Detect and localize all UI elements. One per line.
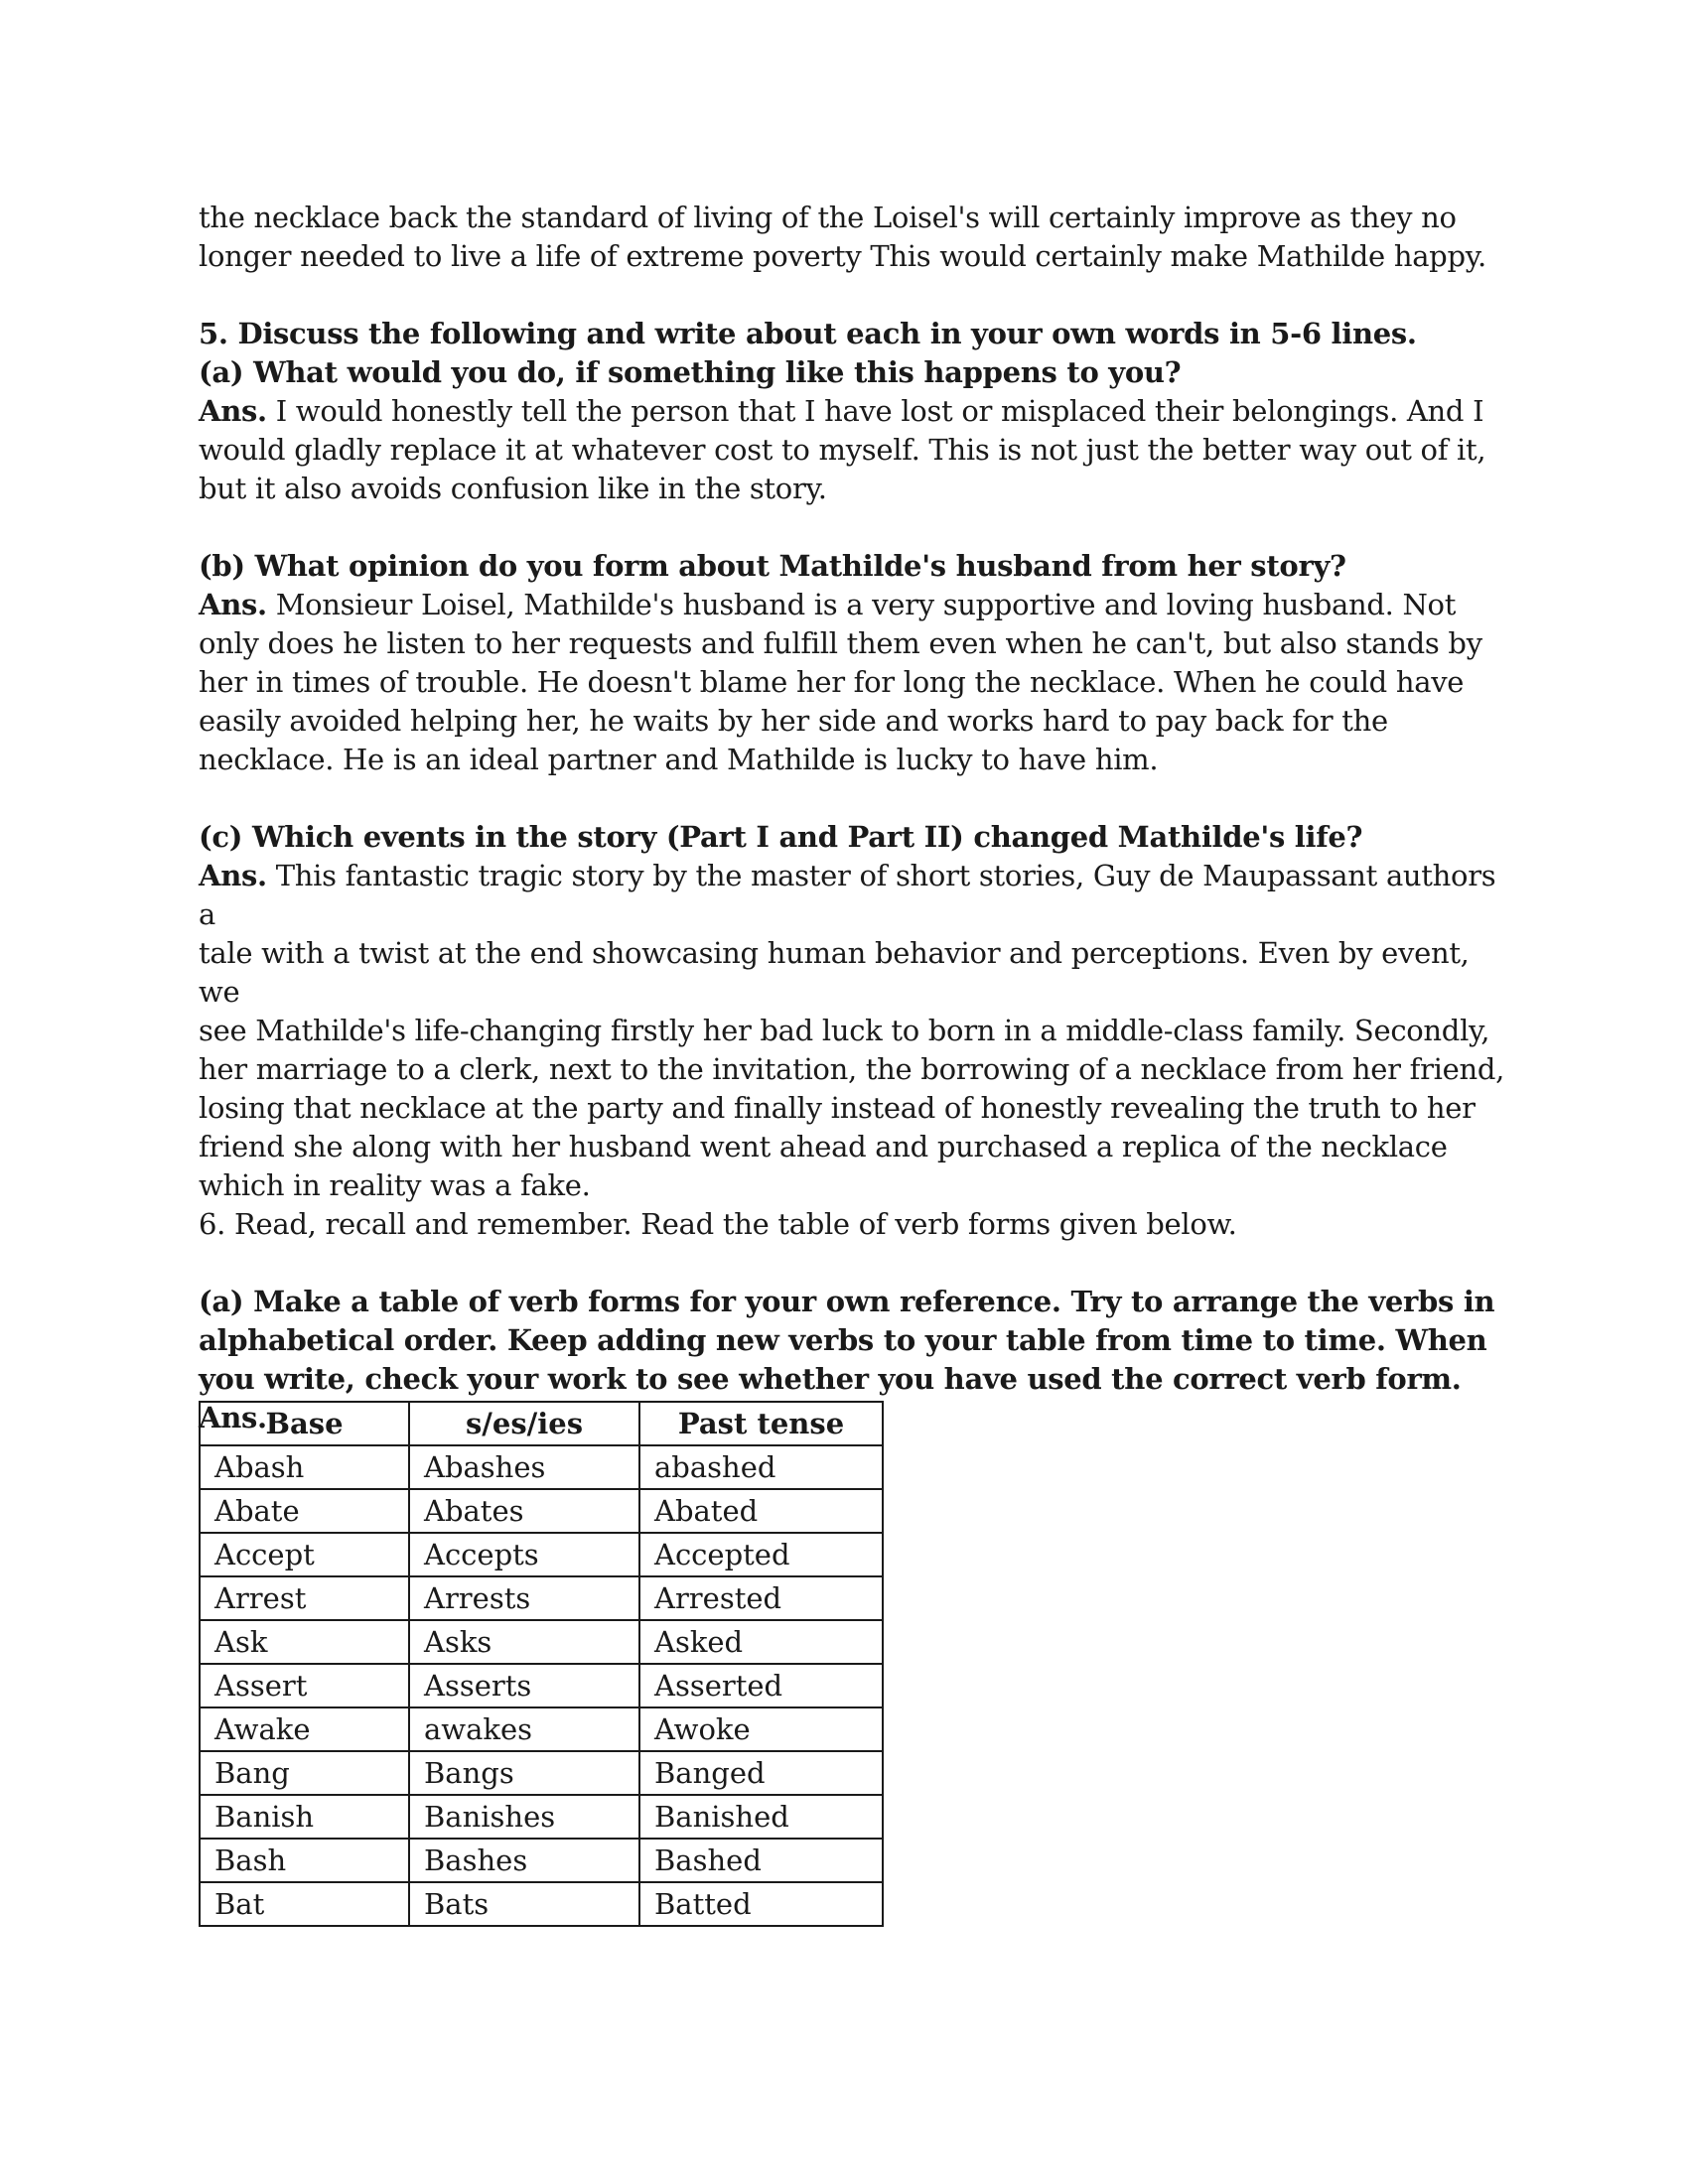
table-row	[200, 1533, 883, 1576]
cell-past-tense: Batted	[639, 1882, 883, 1926]
cell-past-tense: abashed	[639, 1445, 883, 1489]
table-row	[200, 1664, 883, 1707]
cell-s-es-ies: Bats	[409, 1882, 639, 1926]
cell-s-es-ies: awakes	[409, 1707, 639, 1751]
q5a-answer-line: but it also avoids confusion like in the story.	[199, 472, 827, 505]
document-page	[199, 199, 1509, 1437]
q5b-answer-line: her in times of trouble. He doesn't blame her for long the necklace. When he could have	[199, 665, 1465, 699]
cell-s-es-ies: Abates	[409, 1489, 639, 1533]
table-row	[200, 1620, 883, 1664]
cell-past-tense: Abated	[639, 1489, 883, 1533]
q5c-answer-line	[199, 857, 1509, 934]
q5c-answer-line: losing that necklace at the party and finally instead of honestly revealing the truth to her	[199, 1091, 1476, 1125]
cell-base: Banish	[200, 1795, 409, 1839]
table-row	[200, 1795, 883, 1839]
q5c-question: (c) Which events in the story (Part I and Part II) changed Mathilde's life?	[199, 820, 1363, 854]
cell-base: Abate	[200, 1489, 409, 1533]
table-row	[200, 1707, 883, 1751]
q5c-answer-line: which in reality was a fake.	[199, 1168, 591, 1202]
ans-label: Ans.	[199, 394, 267, 428]
cell-s-es-ies: Bangs	[409, 1751, 639, 1795]
cell-past-tense: Asserted	[639, 1664, 883, 1707]
q5a-answer-line: would gladly replace it at whatever cost to myself. This is not just the better way out of it,	[199, 433, 1486, 467]
cell-base: Bang	[200, 1751, 409, 1795]
q6a-question-line: you write, check your work to see whether you have used the correct verb form.	[199, 1362, 1462, 1396]
q5b-answer-line: easily avoided helping her, he waits by her side and works hard to pay back for the	[199, 704, 1388, 738]
cell-base: Bat	[200, 1882, 409, 1926]
intro-line: the necklace back the standard of living of the Loisel's will certainly improve as they no	[199, 201, 1457, 234]
cell-s-es-ies: Abashes	[409, 1445, 639, 1489]
table-row	[200, 1576, 883, 1620]
q5b-question: (b) What opinion do you form about Mathilde's husband from her story?	[199, 549, 1346, 583]
q5b-answer-line: necklace. He is an ideal partner and Mathilde is lucky to have him.	[199, 743, 1159, 776]
answer-text: I would honestly tell the person that I have lost or misplaced their belongings. And I	[266, 394, 1484, 428]
cell-base: Arrest	[200, 1576, 409, 1620]
header-base: Base	[200, 1402, 409, 1445]
q5a-question: (a) What would you do, if something like this happens to you?	[199, 355, 1182, 389]
q5c-answer-line: friend she along with her husband went ahead and purchased a replica of the necklace	[199, 1130, 1448, 1163]
cell-past-tense: Asked	[639, 1620, 883, 1664]
table-row	[200, 1751, 883, 1795]
answer-text: Monsieur Loisel, Mathilde's husband is a very supportive and loving husband. Not	[266, 588, 1457, 621]
header-s-es-ies: s/es/ies	[409, 1402, 639, 1445]
cell-s-es-ies: Asks	[409, 1620, 639, 1664]
cell-base: Assert	[200, 1664, 409, 1707]
cell-s-es-ies: Accepts	[409, 1533, 639, 1576]
q5a-answer-line	[199, 392, 1509, 431]
q5c-answer-line: tale with a twist at the end showcasing human behavior and perceptions. Even by event, we	[199, 936, 1470, 1009]
cell-base: Accept	[200, 1533, 409, 1576]
cell-past-tense: Arrested	[639, 1576, 883, 1620]
table-row	[200, 1839, 883, 1882]
cell-s-es-ies: Banishes	[409, 1795, 639, 1839]
table-row	[200, 1445, 883, 1489]
q5-heading: 5. Discuss the following and write about each in your own words in 5-6 lines.	[199, 317, 1417, 350]
verb-forms-table	[199, 1401, 884, 1927]
q5c-answer-line: see Mathilde's life-changing firstly her bad luck to born in a middle-class family. Secondly,	[199, 1014, 1490, 1047]
q6a-question-line: (a) Make a table of verb forms for your own reference. Try to arrange the verbs in	[199, 1285, 1495, 1318]
q5b-answer-line: only does he listen to her requests and fulfill them even when he can't, but also stands by	[199, 626, 1482, 660]
ans-label: Ans.	[199, 859, 267, 892]
cell-past-tense: Banged	[639, 1751, 883, 1795]
q6a-question-line: alphabetical order. Keep adding new verbs to your table from time to time. When	[199, 1323, 1487, 1357]
cell-base: Ask	[200, 1620, 409, 1664]
ans-label: Ans.	[199, 1401, 267, 1434]
cell-past-tense: Bashed	[639, 1839, 883, 1882]
table-header-row	[200, 1402, 883, 1445]
cell-past-tense: Banished	[639, 1795, 883, 1839]
answer-text: This fantastic tragic story by the master of short stories, Guy de Maupassant authors a	[199, 859, 1496, 931]
q5c-answer-line: her marriage to a clerk, next to the invitation, the borrowing of a necklace from her friend,	[199, 1052, 1505, 1086]
ans-label: Ans.	[199, 588, 267, 621]
cell-s-es-ies: Bashes	[409, 1839, 639, 1882]
cell-base: Abash	[200, 1445, 409, 1489]
q6-heading: 6. Read, recall and remember. Read the table of verb forms given below.	[199, 1207, 1237, 1241]
cell-s-es-ies: Arrests	[409, 1576, 639, 1620]
header-past-tense: Past tense	[639, 1402, 883, 1445]
cell-past-tense: Accepted	[639, 1533, 883, 1576]
table-row	[200, 1489, 883, 1533]
cell-base: Awake	[200, 1707, 409, 1751]
cell-past-tense: Awoke	[639, 1707, 883, 1751]
table-row	[200, 1882, 883, 1926]
intro-line: longer needed to live a life of extreme poverty This would certainly make Mathilde happy.	[199, 239, 1486, 273]
table-body	[200, 1445, 883, 1926]
cell-base: Bash	[200, 1839, 409, 1882]
cell-s-es-ies: Asserts	[409, 1664, 639, 1707]
q5b-answer-line	[199, 586, 1509, 624]
